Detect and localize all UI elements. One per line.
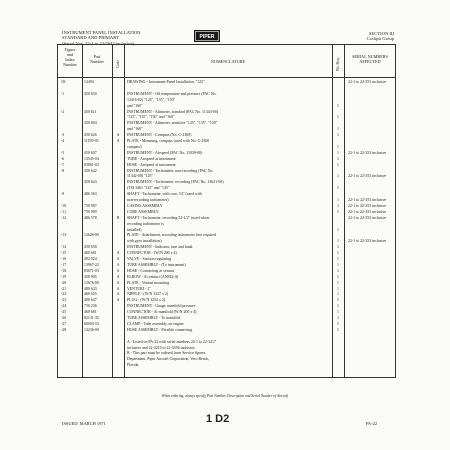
row-code: A	[116, 133, 120, 138]
piper-logo-icon	[194, 30, 220, 42]
table-row	[58, 115, 395, 121]
row-index-number: -11	[61, 209, 67, 214]
row-index-number: -19	[61, 274, 67, 279]
row-part-number: 460 681	[84, 251, 97, 256]
row-part-number: 12676-00	[84, 280, 99, 285]
column-header-serial: SERIAL NUMBERS AFFECTED	[352, 54, 388, 64]
row-part-number: 750 909	[84, 209, 97, 214]
row-index-number: -18	[61, 268, 67, 273]
column-header-req: No. Req.	[336, 57, 340, 71]
row-code: A	[116, 292, 120, 297]
table-row	[58, 92, 395, 98]
row-part-number: 450 611	[84, 109, 97, 114]
table-row	[58, 86, 395, 92]
row-nomenclature: and "160"	[127, 103, 143, 108]
table-row	[58, 204, 395, 210]
row-index-number: -28	[61, 327, 67, 332]
row-part-number: 458 905	[84, 274, 97, 279]
title-line-1: INSTRUMENT PANEL INSTALLATION	[62, 30, 141, 35]
table-row	[58, 292, 395, 298]
row-index-number: -2	[61, 109, 65, 114]
row-quantity: 1	[337, 292, 339, 297]
row-quantity: 1	[337, 162, 339, 167]
row-index-number: -12	[61, 215, 67, 220]
row-quantity: 1	[337, 227, 339, 232]
row-quantity: 1	[337, 115, 339, 120]
table-row	[58, 186, 395, 192]
group-name: Cockpit Group	[366, 36, 394, 42]
row-nomenclature: with gyro installation)	[127, 239, 162, 244]
table-row	[58, 139, 395, 145]
row-nomenclature: compass)	[127, 144, 142, 149]
row-index-number: -16	[61, 257, 67, 261]
row-index-number: -22	[61, 292, 67, 297]
table-row	[58, 281, 395, 287]
row-nomenclature: INSTRUMENT - Altimeter, sensitive "125", "135", "150"	[127, 121, 218, 126]
table-row	[58, 174, 395, 180]
table-row	[58, 145, 395, 151]
row-quantity: 1	[337, 150, 339, 155]
row-quantity: 1	[337, 127, 339, 132]
row-index-number: -25	[61, 310, 67, 315]
row-quantity: 1	[337, 304, 339, 309]
row-nomenclature: SHAFT - Tachometer, recording 52-1/2" (used when	[127, 215, 209, 220]
row-code: A	[116, 298, 120, 303]
row-serial-numbers: 22-1 to 22-353 inclusive	[348, 209, 387, 214]
row-part-number: 12626-00	[84, 233, 99, 238]
table-row	[58, 169, 395, 175]
table-row	[58, 104, 395, 110]
table-row	[58, 298, 395, 304]
row-serial-numbers: 22-1 to 22-353 inclusive	[348, 150, 387, 155]
table-row	[58, 316, 395, 322]
table-row	[58, 287, 395, 293]
row-quantity: 1	[337, 280, 339, 285]
row-nomenclature: INSTRUMENT - Oil temperature and pressure (PAC No.	[127, 91, 217, 96]
table-row	[58, 263, 395, 269]
row-nomenclature: VALVE - Suction regulating	[127, 257, 172, 261]
row-nomenclature: PLATE - Venturi mounting	[127, 280, 170, 285]
logo-text: PIPER	[199, 34, 215, 40]
row-index-number: -21	[61, 286, 67, 291]
table-row	[58, 328, 395, 334]
table-row	[58, 334, 395, 340]
table-row	[58, 163, 395, 169]
row-code: A	[116, 139, 120, 143]
row-part-number: 13236-00	[84, 327, 99, 332]
row-index-number: -23	[61, 298, 67, 303]
row-nomenclature: CONNECTOR - At manifold (W/N 200 x 4)	[127, 310, 197, 315]
row-nomenclature: (TSI 3461 "125" and "135"	[127, 186, 170, 191]
row-serial-numbers: 22-1 to 22-353 inclusive	[348, 239, 387, 244]
table-row	[58, 233, 395, 239]
row-nomenclature: INSTRUMENT - Airspeed (PAC No. 11039-00)	[127, 150, 203, 155]
table-row	[58, 222, 395, 228]
row-index-number: -14	[61, 245, 67, 250]
row-index-number: -8	[61, 168, 65, 173]
row-serial-numbers: 22-1 to 22-353 inclusive	[348, 174, 387, 179]
row-nomenclature: Department, Piper Aircraft Corporation, Vero Beach,	[127, 357, 210, 362]
row-part-number: 490 647	[84, 298, 97, 303]
row-code: B	[116, 215, 120, 220]
row-index-number: -10	[61, 203, 67, 208]
row-nomenclature: CASING ASSEMBLY	[127, 203, 163, 208]
row-part-number: 82131-35	[84, 316, 99, 320]
row-nomenclature: B - This part must be ordered from Service Spares	[127, 351, 206, 356]
table-row	[58, 110, 395, 116]
table-row	[58, 198, 395, 204]
table-row	[58, 322, 395, 328]
table-row	[58, 251, 395, 257]
row-nomenclature: INSTRUMENT - Gauge, manifold pressure	[127, 304, 196, 309]
row-nomenclature: HOSE ASSEMBLY - Flexible connecting	[127, 327, 193, 332]
row-part-number: 450 650	[84, 91, 97, 96]
row-quantity: 1	[337, 310, 339, 315]
row-index-number: 18-	[61, 80, 67, 84]
row-nomenclature: ELBOW - At venturi (AN842-4)	[127, 274, 178, 279]
row-nomenclature: HOSE - Airspeed at instrument	[127, 162, 176, 167]
row-part-number: 450 643	[84, 180, 97, 185]
column-header-part-number: Part Number	[90, 54, 104, 64]
row-quantity: 1	[337, 203, 339, 208]
table-row	[58, 357, 395, 363]
table-row	[58, 216, 395, 222]
table-row	[58, 127, 395, 133]
row-quantity: 1	[337, 274, 339, 279]
row-nomenclature: INSTRUMENT - Compass (No. C-2300)	[127, 133, 192, 138]
row-nomenclature: non-recording tachometer)	[127, 198, 169, 202]
ordering-note: When ordering, always specify Part Number, Description and Serial Number of Aircraft	[161, 394, 289, 398]
row-index-number: -27	[61, 321, 67, 326]
row-part-number: 492 024	[84, 257, 97, 261]
row-part-number: 60003-53	[84, 321, 99, 326]
row-part-number: 11199-03	[84, 139, 99, 143]
row-quantity: 1	[337, 156, 339, 161]
row-index-number: -9	[61, 192, 65, 197]
row-nomenclature: CORE ASSEMBLY	[127, 209, 159, 214]
row-index-number: -6	[61, 156, 65, 161]
row-quantity: 1	[337, 133, 339, 138]
row-quantity: 1	[337, 144, 339, 149]
row-serial-numbers: 22-1 to 22-352 inclusive	[348, 215, 387, 220]
table-row	[58, 228, 395, 234]
table-row	[58, 151, 395, 157]
table-row	[58, 239, 395, 245]
row-index-number: -7	[61, 162, 65, 167]
row-nomenclature: TUBE ASSEMBLY - (To instrument)	[127, 262, 186, 267]
parts-table	[57, 44, 396, 378]
row-code: A	[116, 262, 120, 267]
row-nomenclature: SHAFT - Tachometer, with core, 54" (used with	[127, 192, 202, 197]
row-nomenclature: CONNECTOR - (W/N 200 x 4)	[127, 251, 177, 256]
row-quantity: 1	[337, 239, 339, 244]
row-part-number: 750 236	[84, 304, 97, 309]
row-part-number: 450 658	[84, 245, 97, 250]
title-line-2: STANDARD AND PRIMARY	[62, 35, 120, 41]
section-label	[352, 31, 394, 42]
row-part-number: 13967-22	[84, 262, 99, 267]
row-part-number: 12494	[84, 80, 94, 84]
row-quantity: 1	[337, 174, 339, 179]
row-nomenclature: TUBE - Airspeed at instrument	[127, 156, 176, 161]
table-row	[58, 98, 395, 104]
column-header-nomenclature: NOMENCLATURE	[210, 59, 246, 64]
row-nomenclature: installed)	[127, 227, 142, 232]
row-quantity: 1	[337, 298, 339, 303]
row-quantity: 1	[337, 245, 339, 250]
row-nomenclature: CLAMP - Tube assembly, on engine	[127, 321, 184, 326]
column-header-code: Code	[116, 59, 120, 68]
table-row	[58, 269, 395, 275]
row-nomenclature: TUBE ASSEMBLY - To manifold	[127, 316, 181, 320]
row-nomenclature: INSTRUMENT - Tachometer, non-recording (PAC No.	[127, 168, 214, 173]
row-code: A	[116, 268, 120, 273]
row-index-number: -4	[61, 139, 65, 143]
row-part-number: 83061-02	[84, 162, 99, 167]
row-nomenclature: INSTRUMENT - Indicator, turn and bank	[127, 245, 193, 250]
row-index-number: -1	[61, 91, 65, 96]
row-nomenclature: VENTURI - 2"	[127, 286, 151, 291]
row-index-number: -5	[61, 150, 65, 155]
row-code: A	[116, 257, 120, 261]
table-row	[58, 157, 395, 163]
table-row	[58, 121, 395, 127]
table-row	[58, 210, 395, 216]
row-part-number: 460 655	[84, 292, 97, 297]
row-quantity: 1	[337, 286, 339, 291]
row-quantity: 1	[337, 268, 339, 273]
row-index-number: -13	[61, 233, 67, 238]
row-nomenclature: Florida.	[127, 363, 140, 368]
table-row	[58, 351, 395, 357]
row-part-number: 750 907	[84, 203, 97, 208]
row-nomenclature: and "160"	[127, 127, 143, 132]
row-part-number: 450 694	[84, 121, 97, 126]
table-row	[58, 133, 395, 139]
column-header-figure-index: Figure and Index Number	[63, 47, 77, 67]
row-serial-numbers: 22-1 to 22-353 inclusive	[348, 203, 387, 208]
row-nomenclature: PLATE - Mounting, compass (used with No. C-2300	[127, 139, 210, 143]
row-nomenclature: INSTRUMENT - Altimeter, standard (PAC No. 11343-00)	[127, 109, 219, 114]
row-index-number: -15	[61, 251, 67, 256]
row-index-number: -20	[61, 280, 67, 285]
table-row	[58, 363, 395, 369]
row-index-number: -17	[61, 262, 67, 267]
row-code: A	[116, 280, 120, 285]
row-quantity: 1	[337, 198, 339, 202]
table-row	[58, 80, 395, 86]
row-quantity: 1	[337, 257, 339, 261]
row-part-number: 83071-03	[84, 268, 99, 273]
title-line-3: (Serial Nos. 22-1 to 22-7642 inclusive)	[62, 40, 134, 46]
table-row	[58, 257, 395, 263]
row-part-number: 13545-04	[84, 156, 99, 161]
row-nomenclature: inclusive and 22-3219 to 22-3356 inclusive.	[127, 345, 196, 350]
row-nomenclature: PLUG - (W/N 3252 x 2)	[127, 298, 166, 303]
model-number: PA-22	[366, 421, 378, 426]
row-quantity: 1	[337, 316, 339, 320]
row-code: A	[116, 274, 120, 279]
page-number: 1 D2	[206, 413, 230, 425]
row-serial-numbers: 22-1 to 22-353 inclusive	[348, 80, 387, 84]
row-part-number: 486 363	[84, 192, 97, 197]
row-quantity: 1	[337, 103, 339, 108]
row-nomenclature: HOSE - Connecting at venturi	[127, 268, 175, 273]
row-serial-numbers: 22-1 to 22-353 inclusive	[348, 198, 387, 202]
row-code: A	[116, 286, 120, 291]
row-nomenclature: "125", "135", "150" and "160"	[127, 115, 175, 120]
row-quantity: 1	[337, 262, 339, 267]
row-nomenclature: DRAWING - Instrument Panel Installation, "125"	[127, 80, 205, 84]
table-row	[58, 180, 395, 186]
row-part-number: 480 633	[84, 286, 97, 291]
row-nomenclature: INSTRUMENT - Tachometer, recording (PAC No. 13621-00)	[127, 180, 224, 185]
row-nomenclature: A - Listed on PA-22 with serial numbers 22-1 to 22-3217	[127, 339, 216, 344]
row-part-number: 460 681	[84, 310, 97, 315]
piper-logo	[194, 29, 220, 41]
section-number: SECTION III	[368, 31, 394, 36]
row-index-number: -26	[61, 316, 67, 320]
row-quantity: 1	[337, 209, 339, 214]
table-row	[58, 192, 395, 198]
row-index-number: -24	[61, 304, 67, 309]
row-quantity: 1	[337, 251, 339, 256]
issued-date: ISSUED: MARCH 1971	[62, 421, 106, 426]
row-part-number: 486 578	[84, 215, 97, 220]
row-quantity: 1	[337, 321, 339, 326]
row-quantity: 1	[337, 186, 339, 191]
table-row	[58, 340, 395, 346]
table-row	[58, 304, 395, 310]
row-code: A	[116, 251, 120, 256]
row-nomenclature: recording tachometer is	[127, 221, 164, 226]
table-row	[58, 245, 395, 251]
row-index-number: -3	[61, 133, 65, 138]
row-nomenclature: PLATE - Attachment, recording tachometer (not required	[127, 233, 217, 238]
row-part-number: 450 626	[84, 133, 97, 138]
table-row	[58, 275, 395, 281]
row-part-number: 450 607	[84, 150, 97, 155]
row-quantity: 1	[337, 327, 339, 332]
row-part-number: 450 642	[84, 168, 97, 173]
table-row	[58, 346, 395, 352]
row-nomenclature: NIPPLE - (W/N 3327 x 2)	[127, 292, 169, 297]
table-row	[58, 310, 395, 316]
row-nomenclature: 11342-00) "125"	[127, 174, 154, 179]
row-nomenclature: 13416-02) "125", "135", "150"	[127, 97, 176, 102]
